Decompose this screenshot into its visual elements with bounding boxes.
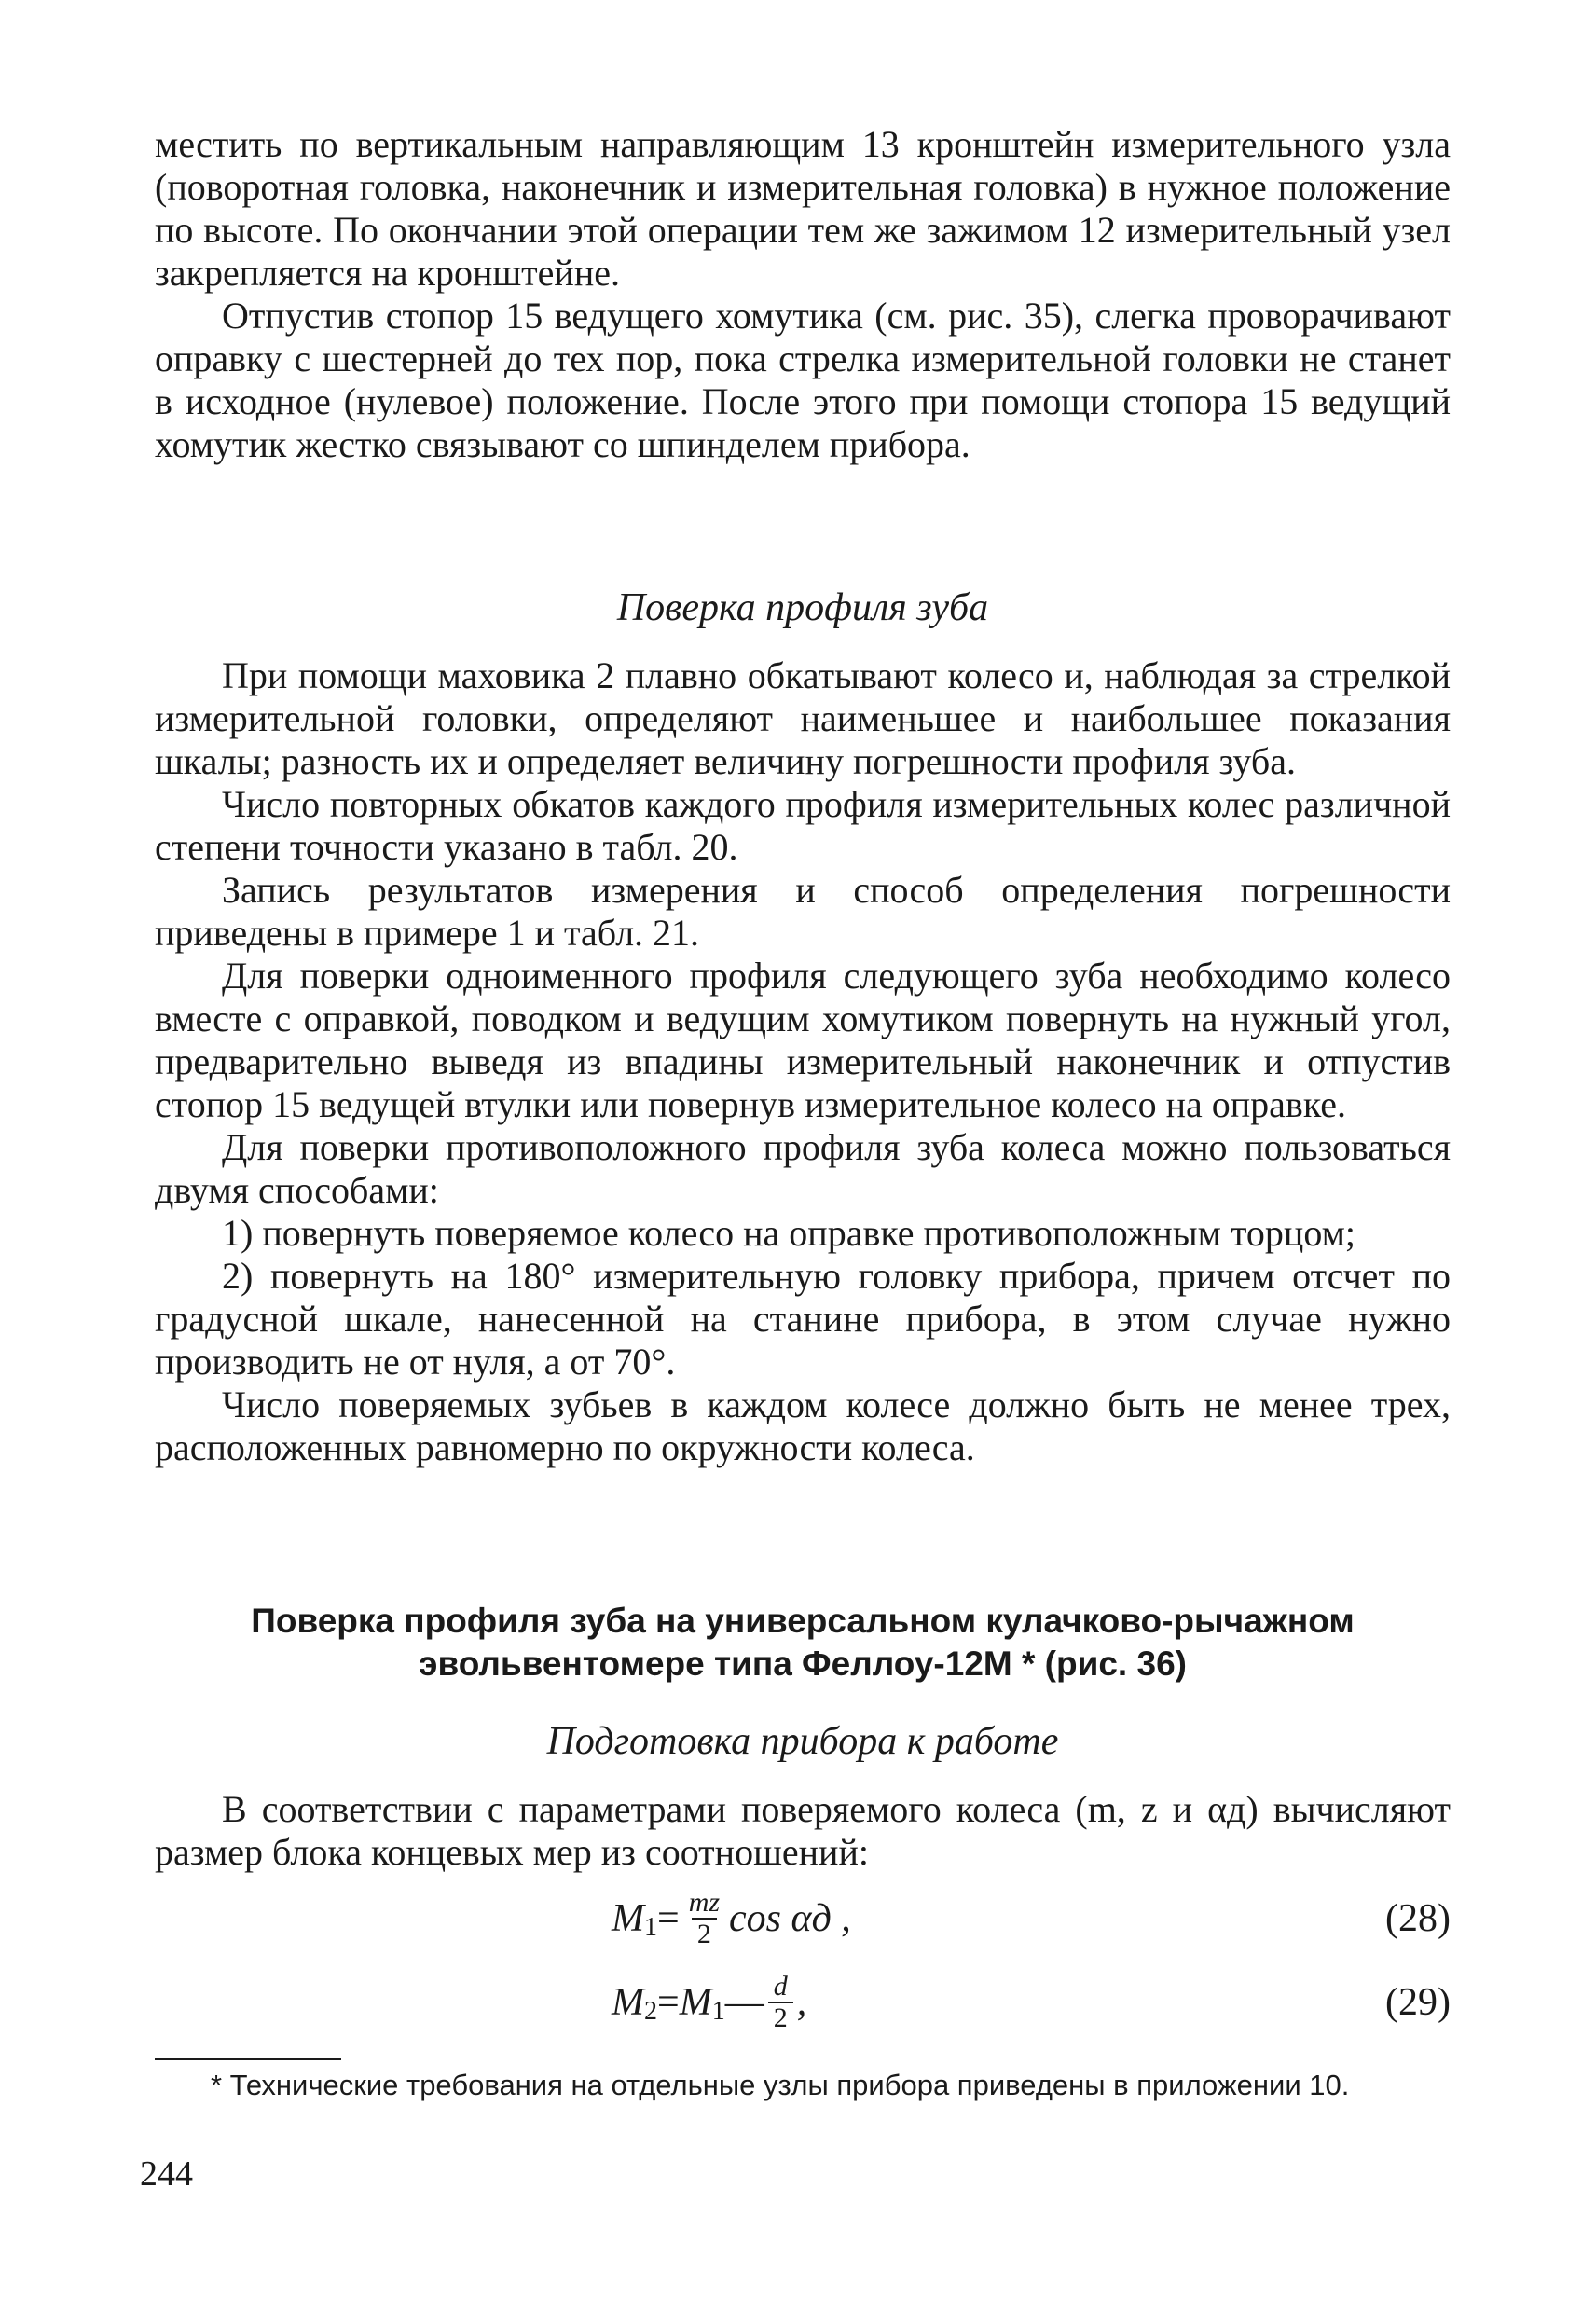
formula-lhs: M: [612, 1981, 644, 2024]
fraction-denominator: 2: [692, 1918, 717, 1949]
paragraph: Запись результатов измерения и способ определения погрешности приведены в примере 1 и табл. 21.: [155, 869, 1451, 954]
body-text-top: [155, 123, 1451, 466]
paragraph: Число поверяемых зубьев в каждом колесе должно быть не менее трех, расположенных равномерно по окружности колеса.: [155, 1383, 1451, 1468]
paragraph: Число повторных обкатов каждого профиля измерительных колес различной степени точности указано в табл. 20.: [155, 783, 1451, 868]
section-heading-line: Поверка профиля зуба на универсальном кулачково-рычажном: [251, 1602, 1355, 1640]
subheading-preparation: Подготовка прибора к работе: [546, 1720, 1059, 1763]
fraction-numerator: d: [773, 1971, 788, 2002]
formula-fraction: [768, 1972, 793, 2033]
fraction-numerator: mz: [688, 1887, 721, 1918]
formula-minus: —: [724, 1981, 764, 2024]
footnote-separator: [155, 2058, 341, 2060]
footnote: * Технические требования на отдельные узлы прибора приведены в приложении 10.: [211, 2069, 1350, 2101]
paragraph: В соответствии с параметрами поверяемого колеса (m, z и αд) вычисляют размер блока концевых мер из соотношений:: [155, 1788, 1451, 1873]
formula-subscript: 1: [644, 1913, 657, 1942]
formula-tail: cos αд ,: [729, 1897, 851, 1940]
section-heading-line: эвольвентомере типа Феллоу-12М * (рис. 36): [419, 1645, 1187, 1683]
paragraph: Для поверки противоположного профиля зуба колеса можно пользоваться двумя способами:: [155, 1126, 1451, 1211]
paragraph: 1) повернуть поверяемое колесо на оправке противоположным торцом;: [222, 1212, 1355, 1254]
formula-lhs: M: [612, 1897, 644, 1940]
formula-term: M: [679, 1981, 712, 2024]
fraction-denominator: 2: [768, 2002, 793, 2033]
subheading-tooth-profile: Поверка профиля зуба: [616, 586, 989, 629]
formula-equals: =: [657, 1897, 680, 1940]
paragraph: При помощи маховика 2 плавно обкатывают колесо и, наблюдая за стрелкой измерительной головки, определяют наименьшее и наибольшее показания шкалы; разность их и определяет величину погрешности профиля зуба.: [155, 654, 1451, 782]
formula-29: [155, 1965, 1451, 2040]
paragraph: Отпустив стопор 15 ведущего хомутика (см. рис. 35), слегка проворачивают оправку с шестерней до тех пор, пока стрелка измерительной головки не станет в исходное (нулевое) положение. После этого при помощи стопора 15 ведущий хомутик жестко связывают со шпинделем прибора.: [155, 295, 1451, 465]
formula-subscript: 1: [711, 1997, 725, 2026]
formula-fraction: [683, 1888, 725, 1949]
paragraph: местить по вертикальным направляющим 13 кронштейн измерительного узла (поворотная головка, наконечник и измерительная головка) в нужное положение по высоте. По окончании этой операции тем же зажимом 12 измерительный узел закрепляется на кронштейне.: [155, 123, 1451, 294]
page-number: 244: [140, 2154, 193, 2194]
body-text-bottom: [155, 1788, 1451, 1874]
formula-tail: ,: [796, 1981, 807, 2024]
paragraph: Для поверки одноименного профиля следующего зуба необходимо колесо вместе с оправкой, поводком и ведущим хомутиком повернуть на нужный угол, предварительно выведя из впадины измерительный наконечник и отпустив стопор 15 ведущей втулки или повернув измерительное колесо на оправке.: [155, 955, 1451, 1125]
section-heading: [155, 1600, 1451, 1686]
formula-number: (29): [1385, 1981, 1451, 2024]
body-text-middle: [155, 654, 1451, 1469]
formula-equals: =: [657, 1981, 680, 2024]
formula-28: [155, 1881, 1451, 1956]
formula-number: (28): [1385, 1897, 1451, 1940]
formula-subscript: 2: [644, 1997, 657, 2026]
paragraph: 2) повернуть на 180° измерительную головку прибора, причем отсчет по градусной шкале, нанесенной на станине прибора, в этом случае нужно производить не от нуля, а от 70°.: [155, 1255, 1451, 1383]
